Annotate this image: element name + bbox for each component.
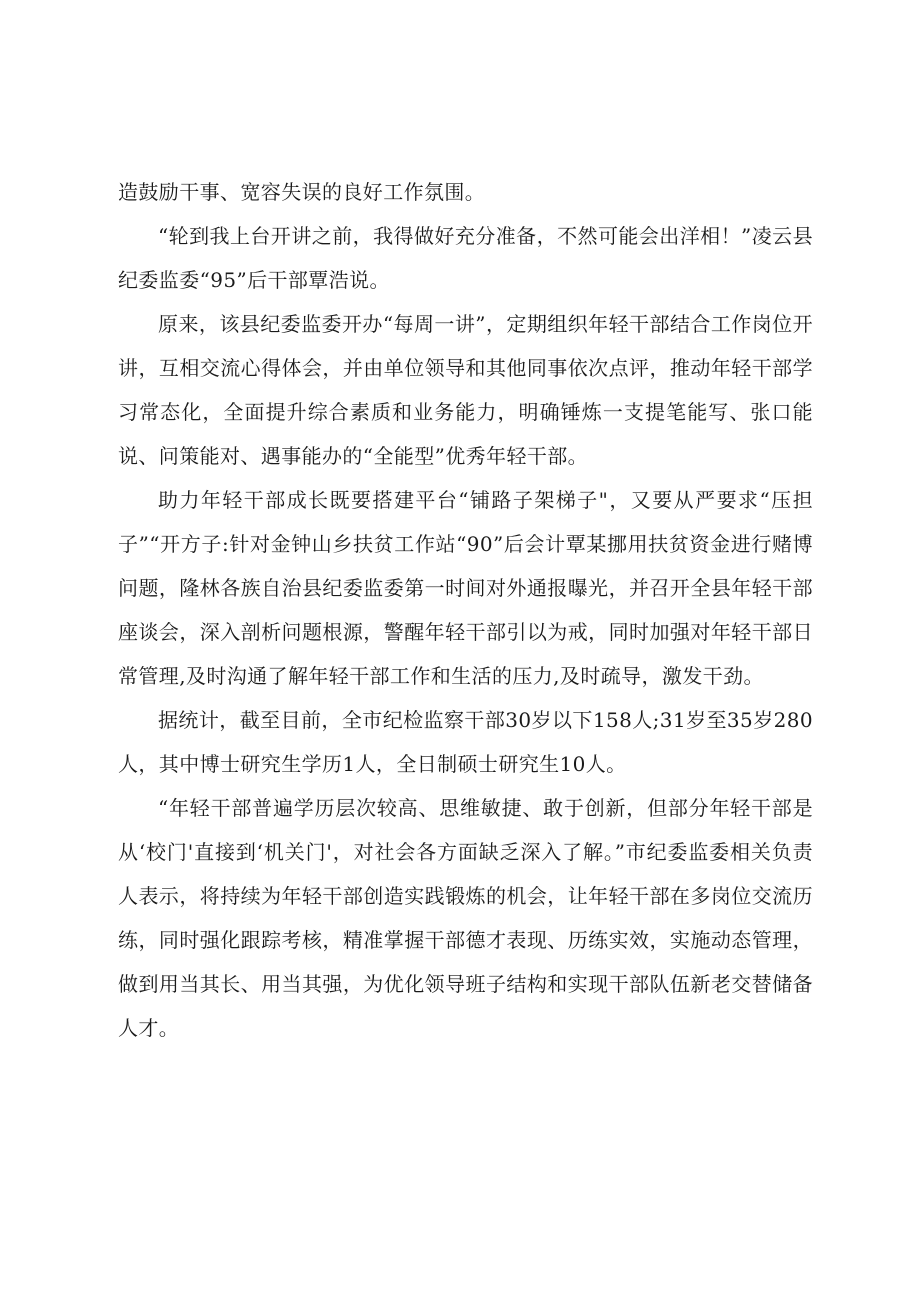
paragraph-official-remarks: “年轻干部普遍学历层次较高、思维敏捷、敢于创新，但部分年轻干部是从‘校门'直接到‘机关门'，对社会各方面缺乏深入了解。”市纪委监委相关负责人表示，将持续为年轻干部创造实践锻炼的机会，让年轻干部在多岗位交流历练，同时强化跟踪考核，精准掌握干部德才表现、历练实效，实施动态管理，做到用当其长、用当其强，为优化领导班子结构和实现干部队伍新老交替储备人才。: [118, 796, 813, 1040]
paragraph-statistics: 据统计，截至目前，全市纪检监察干部30岁以下158人;31岁至35岁280人，其中博士研究生学历1人，全日制硕士研究生10人。: [118, 708, 813, 776]
paragraph-continuation: 造鼓励干事、宽容失误的良好工作氛围。: [118, 180, 486, 204]
paragraph-weekly-lecture: 原来，该县纪委监委开办“每周一讲”，定期组织年轻干部结合工作岗位开讲，互相交流心得体会，并由单位领导和其他同事依次点评，推动年轻干部学习常态化，全面提升综合素质和业务能力，明确锤炼一支提笔能写、张口能说、问策能对、遇事能办的“全能型”优秀年轻干部。: [118, 312, 813, 468]
article-body: [118, 170, 813, 1050]
paragraph-quote-tan: “轮到我上台开讲之前，我得做好充分准备，不然可能会出洋相！”凌云县纪委监委“95”后干部覃浩说。: [118, 224, 813, 292]
paragraph-growth-support: 助力年轻干部成长既要搭建平台“铺路子架梯子"，又要从严要求“压担子”“开方子:针对金钟山乡扶贫工作站“90”后会计覃某挪用扶贫资金进行赌博问题，隆林各族自治县纪委监委第一时间对外通报曝光，并召开全县年轻干部座谈会，深入剖析问题根源，警醒年轻干部引以为戒，同时加强对年轻干部日常管理,及时沟通了解年轻干部工作和生活的压力,及时疏导，激发干劲。: [118, 488, 813, 688]
